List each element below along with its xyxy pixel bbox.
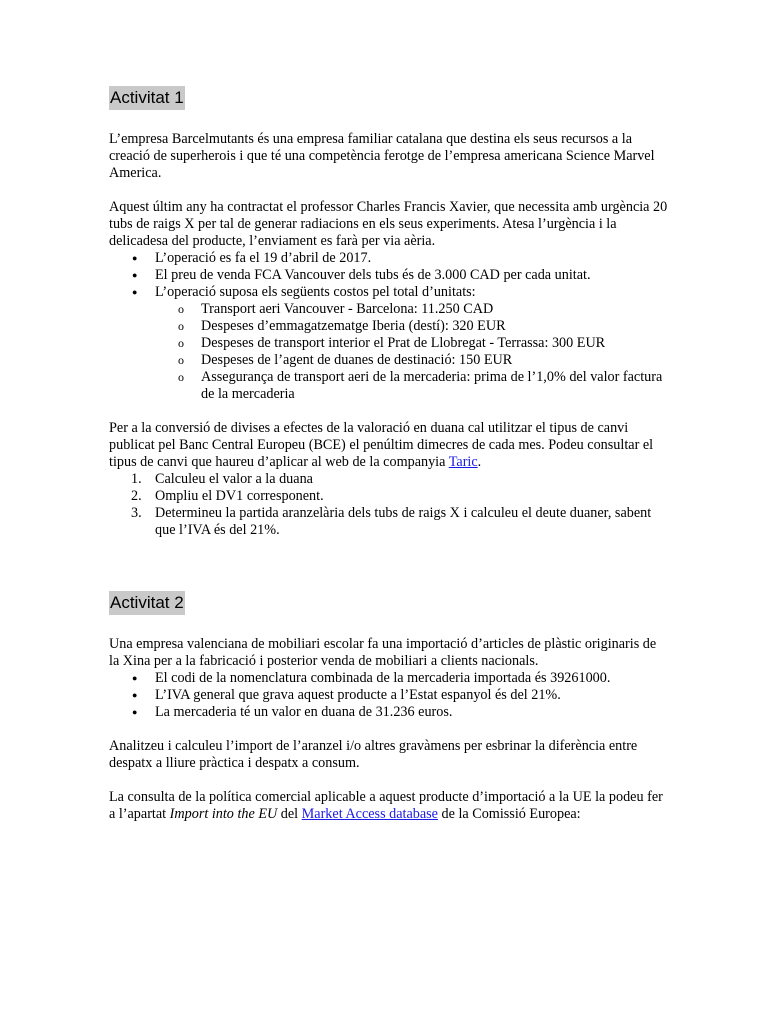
analysis-paragraph: Analitzeu i calculeu l’import de l’aranzel i/o altres gravàmens per esbrinar la diferència entre despatx a lliure pràctica i despatx a consum. bbox=[109, 738, 638, 771]
activity-1-intro: L’empresa Barcelmutants és una empresa familiar catalana que destina els seus recursos a la creació de superherois i que té una competència ferotge de l’empresa americana Science Marvel America. bbox=[109, 131, 655, 181]
task-item: 1. Calculeu el valor a la duana bbox=[131, 471, 313, 487]
cost-item: o Despeses de transport interior el Prat de Llobregat - Terrassa: 300 EUR bbox=[155, 335, 669, 352]
list-item: ● El codi de la nomenclatura combinada de la mercaderia importada és 39261000. bbox=[109, 670, 669, 687]
task-item: 3. Determineu la partida aranzelària dels tubs de raigs X i calculeu el deute duaner, sabent que l’IVA és del 21%. bbox=[131, 505, 652, 538]
activity-2-intro: Una empresa valenciana de mobiliari escolar fa una importació d’articles de plàstic originaris de la Xina per a la fabricació i posterior venda de mobiliari a clients nacionals. bbox=[109, 636, 657, 669]
activity-1-heading: Activitat 1 bbox=[109, 86, 185, 110]
consult-paragraph: La consulta de la política comercial aplicable a aquest producte d’importació a la UE la podeu fer a l’apartat Import into the EU del Market Access database de la Comissió Europea: bbox=[109, 789, 663, 822]
list-item: ● El preu de venda FCA Vancouver dels tubs és de 3.000 CAD per cada unitat. bbox=[109, 267, 669, 284]
list-item: ● La mercaderia té un valor en duana de 31.236 euros. bbox=[109, 704, 669, 721]
activity-1-context: Aquest últim any ha contractat el professor Charles Francis Xavier, que necessita amb urgència 20 tubs de raigs X per tal de generar radiacions en els seus experiments. Atesa l’urgència i la delicadesa del producte, l’enviament es farà per via aèria. bbox=[109, 199, 668, 249]
taric-link[interactable]: Taric bbox=[448, 454, 478, 470]
cost-sublist bbox=[155, 301, 669, 403]
cost-item: o Transport aeri Vancouver - Barcelona: 11.250 CAD bbox=[155, 301, 669, 318]
activity-2-heading: Activitat 2 bbox=[109, 591, 185, 615]
activity-1-bullet-list bbox=[109, 250, 669, 403]
cost-item: o Despeses de l’agent de duanes de destinació: 150 EUR bbox=[155, 352, 669, 369]
document-page bbox=[109, 86, 669, 823]
cost-item: o Assegurança de transport aeri de la mercaderia: prima de l’1,0% del valor factura de la mercaderia bbox=[155, 369, 669, 403]
list-item: ● L’operació es fa el 19 d’abril de 2017. bbox=[109, 250, 669, 267]
activity-2-bullet-list bbox=[109, 670, 669, 721]
conversion-paragraph: Per a la conversió de divises a efectes de la valoració en duana cal utilitzar el tipus de canvi publicat pel Banc Central Europeu (BCE) el penúltim dimecres de cada mes. Podeu consultar el tipus de canvi que haureu d’aplicar al web de la companyia Taric. bbox=[109, 420, 654, 470]
list-item: ● L’operació suposa els següents costos pel total d’unitats: o Transport aeri Vancouver - Barcelona: 11.250 CAD o Despeses d’emmagatzematge Iberia (destí): 320 EUR o Despeses de transport interior el Prat de Llobregat - Terrassa: 300 EUR o Despeses de l’agent de duanes de destinació: 150 EUR o Assegurança de transport aeri de la mercaderia: prima de l’1,0% del valor factura de la mercaderia bbox=[109, 284, 669, 403]
market-access-link[interactable]: Market Access database bbox=[301, 806, 438, 822]
task-item: 2. Ompliu el DV1 corresponent. bbox=[131, 488, 324, 504]
cost-item: o Despeses d’emmagatzematge Iberia (destí): 320 EUR bbox=[155, 318, 669, 335]
activity-1-task-list bbox=[109, 471, 669, 539]
list-item: ● L’IVA general que grava aquest producte a l’Estat espanyol és del 21%. bbox=[109, 687, 669, 704]
